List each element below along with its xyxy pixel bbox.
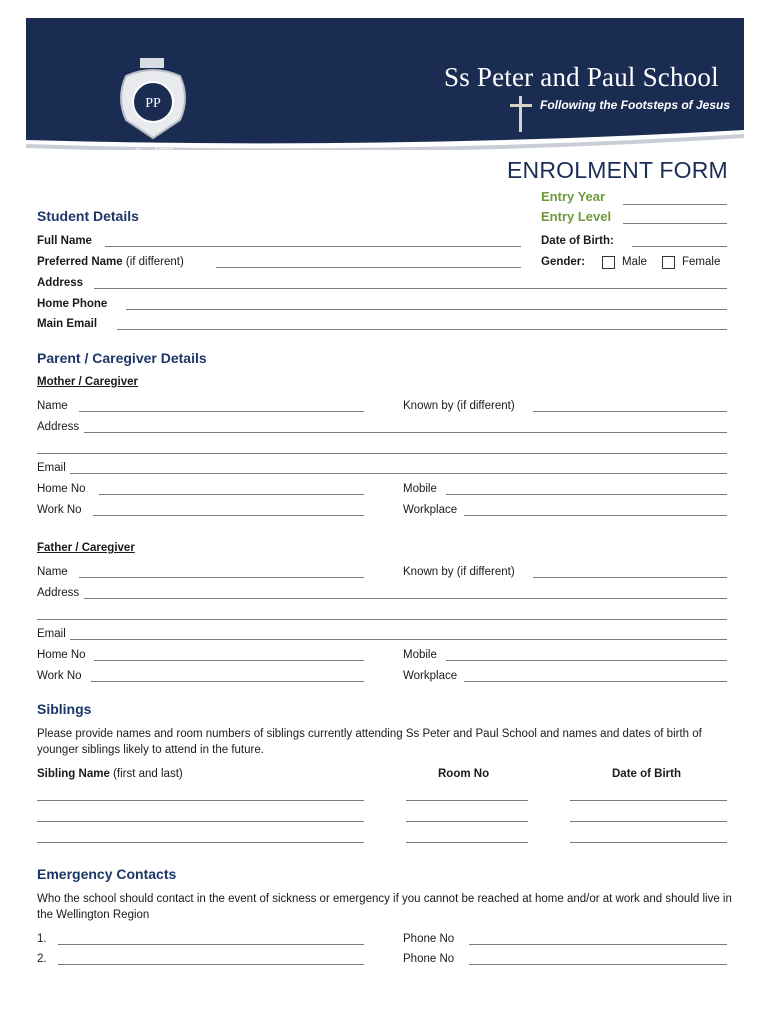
sibling-3-room-field[interactable] bbox=[406, 842, 528, 843]
gender-label: Gender: bbox=[541, 256, 586, 268]
father-workplace-label: Workplace bbox=[403, 670, 458, 682]
father-heading: Father / Caregiver bbox=[37, 542, 135, 554]
father-home-no-label: Home No bbox=[37, 649, 86, 661]
father-known-by-field[interactable] bbox=[533, 577, 727, 578]
entry-year-label: Entry Year bbox=[541, 189, 606, 204]
mother-mobile-field[interactable] bbox=[446, 494, 727, 495]
parent-details-heading: Parent / Caregiver Details bbox=[37, 350, 207, 366]
entry-level-label: Entry Level bbox=[541, 209, 612, 224]
mother-email-label: Email bbox=[37, 462, 66, 474]
female-label: Female bbox=[682, 256, 721, 268]
home-phone-label: Home Phone bbox=[37, 298, 108, 310]
main-email-field[interactable] bbox=[117, 329, 727, 330]
male-label: Male bbox=[622, 256, 647, 268]
emergency-item-1-number: 1. bbox=[37, 933, 47, 945]
sibling-3-name-field[interactable] bbox=[37, 842, 364, 843]
father-email-field[interactable] bbox=[70, 639, 727, 640]
emergency-description: Who the school should contact in the event of sickness or emergency if you cannot be reached at home and/or at work and should live in the Wellington Region bbox=[37, 893, 732, 921]
father-address-field[interactable] bbox=[84, 598, 727, 599]
emergency-1-name-field[interactable] bbox=[58, 944, 364, 945]
crest-monogram: PP bbox=[145, 96, 161, 111]
siblings-description: Please provide names and room numbers of siblings currently attending Ss Peter and Paul School and names and dates of birth of younger siblings likely to attend in the future. bbox=[37, 728, 702, 756]
full-name-field[interactable] bbox=[105, 246, 521, 247]
mother-known-by-label: Known by (if different) bbox=[403, 400, 515, 412]
sibling-1-room-field[interactable] bbox=[406, 800, 528, 801]
school-name: Ss Peter and Paul School bbox=[444, 62, 719, 92]
address-field[interactable] bbox=[94, 288, 727, 289]
sibling-2-dob-field[interactable] bbox=[570, 821, 727, 822]
emergency-contacts-heading: Emergency Contacts bbox=[37, 866, 177, 882]
father-work-no-field[interactable] bbox=[91, 681, 364, 682]
father-email-label: Email bbox=[37, 628, 66, 640]
mother-email-field[interactable] bbox=[70, 473, 727, 474]
preferred-name-field[interactable] bbox=[216, 267, 521, 268]
sibling-name-column-header: Sibling Name (first and last) bbox=[37, 768, 183, 780]
dob-field[interactable] bbox=[632, 246, 727, 247]
father-name-field[interactable] bbox=[79, 577, 364, 578]
mother-workplace-field[interactable] bbox=[464, 515, 727, 516]
mother-home-no-label: Home No bbox=[37, 483, 86, 495]
home-phone-field[interactable] bbox=[126, 309, 727, 310]
father-address-field-2[interactable] bbox=[37, 619, 727, 620]
header-banner bbox=[26, 18, 744, 158]
mother-address-field[interactable] bbox=[84, 432, 727, 433]
siblings-heading: Siblings bbox=[37, 701, 92, 717]
main-email-label: Main Email bbox=[37, 318, 98, 330]
mother-workplace-label: Workplace bbox=[403, 504, 458, 516]
mother-known-by-field[interactable] bbox=[533, 411, 727, 412]
father-name-label: Name bbox=[37, 566, 68, 578]
mother-name-field[interactable] bbox=[79, 411, 364, 412]
entry-level-field[interactable] bbox=[623, 223, 727, 224]
sibling-2-name-field[interactable] bbox=[37, 821, 364, 822]
address-label: Address bbox=[37, 277, 84, 289]
entry-year-field[interactable] bbox=[623, 204, 727, 205]
mother-address-field-2[interactable] bbox=[37, 453, 727, 454]
sibling-1-name-field[interactable] bbox=[37, 800, 364, 801]
student-details-heading: Student Details bbox=[37, 208, 139, 224]
form-title: ENROLMENT FORM bbox=[507, 157, 728, 183]
full-name-label: Full Name bbox=[37, 235, 92, 247]
school-motto: Following the Footsteps of Jesus bbox=[540, 98, 731, 112]
established-year: Est. 1855 bbox=[136, 147, 174, 158]
dob-column-header: Date of Birth bbox=[612, 768, 681, 780]
father-work-no-label: Work No bbox=[37, 670, 82, 682]
mother-work-no-label: Work No bbox=[37, 504, 82, 516]
mother-name-label: Name bbox=[37, 400, 68, 412]
emergency-2-name-field[interactable] bbox=[58, 964, 364, 965]
preferred-name-label: Preferred Name (if different) bbox=[37, 256, 184, 268]
father-mobile-label: Mobile bbox=[403, 649, 437, 661]
sibling-1-dob-field[interactable] bbox=[570, 800, 727, 801]
emergency-2-phone-label: Phone No bbox=[403, 953, 455, 965]
emergency-2-phone-field[interactable] bbox=[469, 964, 727, 965]
father-mobile-field[interactable] bbox=[446, 660, 727, 661]
room-no-column-header: Room No bbox=[438, 768, 490, 780]
male-checkbox[interactable] bbox=[602, 256, 615, 269]
mother-work-no-field[interactable] bbox=[93, 515, 364, 516]
mother-heading: Mother / Caregiver bbox=[37, 376, 138, 388]
sibling-2-room-field[interactable] bbox=[406, 821, 528, 822]
emergency-1-phone-label: Phone No bbox=[403, 933, 455, 945]
sibling-3-dob-field[interactable] bbox=[570, 842, 727, 843]
dob-label: Date of Birth: bbox=[541, 235, 614, 247]
father-known-by-label: Known by (if different) bbox=[403, 566, 515, 578]
father-workplace-field[interactable] bbox=[464, 681, 727, 682]
emergency-1-phone-field[interactable] bbox=[469, 944, 727, 945]
mother-home-no-field[interactable] bbox=[99, 494, 364, 495]
female-checkbox[interactable] bbox=[662, 256, 675, 269]
father-home-no-field[interactable] bbox=[94, 660, 364, 661]
father-address-label: Address bbox=[37, 587, 80, 599]
mother-address-label: Address bbox=[37, 421, 80, 433]
mother-mobile-label: Mobile bbox=[403, 483, 437, 495]
emergency-item-2-number: 2. bbox=[37, 953, 47, 965]
